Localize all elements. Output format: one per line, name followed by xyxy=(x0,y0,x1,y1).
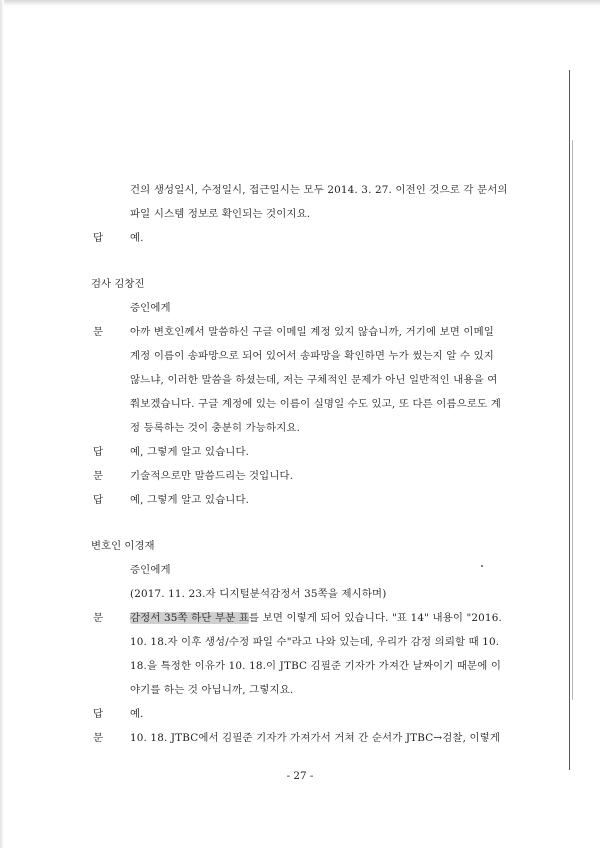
scan-shadow-left xyxy=(0,0,4,848)
question-text: 기술적으로만 말씀드리는 것입니다. xyxy=(130,470,294,482)
question-text-line: 정 등록하는 것이 충분히 가능하지요. xyxy=(130,422,301,434)
question-text-line: 계정 이름이 송파망으로 되어 있어서 송파망을 확인하면 누가 썼는지 알 수 있지 xyxy=(130,350,494,362)
answer-marker: 답 xyxy=(93,494,104,506)
question-marker: 문 xyxy=(93,326,104,338)
question-text-line: 쭤보겠습니다. 구글 계정에 있는 이름이 실명일 수도 있고, 또 다른 이름으로도 계 xyxy=(130,398,501,410)
answer-marker: 답 xyxy=(93,708,104,720)
question-text-line: 아까 변호인께서 말씀하신 구글 이메일 계정 있지 않습니까, 거기에 보면 이메일 xyxy=(130,326,494,338)
question-text-line: 야기를 하는 것 아닙니까, 그렇지요. xyxy=(130,684,294,696)
question-text: 10. 18. JTBC에서 김필준 기자가 가져가서 거쳐 간 순서가 JTBC→검찰, 이렇게 xyxy=(130,732,501,744)
answer-text: 예, 그렇게 알고 있습니다. xyxy=(130,446,250,458)
answer-text: 예. xyxy=(130,708,144,720)
question-marker: 문 xyxy=(93,470,104,482)
section-heading-defense: 변호인 이경재 xyxy=(91,540,155,552)
answer-marker: 답 xyxy=(93,232,104,244)
scan-speck xyxy=(481,565,483,567)
question-text-line: 18.을 특정한 이유가 10. 18.이 JTBC 김필준 기자가 가져간 날짜이기 때문에 이 xyxy=(130,660,502,672)
addressee-line: 증인에게 xyxy=(130,302,171,314)
page-number: - 27 - xyxy=(286,770,314,782)
question-text-line xyxy=(130,612,502,625)
question-marker: 문 xyxy=(93,612,104,624)
scan-shadow-top xyxy=(0,0,600,6)
highlighted-text: 감정서 35쪽 하단 부분 표 xyxy=(130,612,250,624)
binding-edge-shadow xyxy=(572,140,573,700)
exhibit-note: (2017. 11. 23.자 디지털분석감정서 35쪽을 제시하며) xyxy=(130,588,387,600)
paragraph-line: 건의 생성일시, 수정일시, 접근일시는 모두 2014. 3. 27. 이전인 것으로 각 문서의 xyxy=(130,184,508,196)
section-heading-prosecutor: 검사 김창진 xyxy=(91,278,145,290)
binding-edge-line xyxy=(569,70,570,770)
question-text-line: 10. 18.자 이후 생성/수정 파일 수"라고 나와 있는데, 우리가 감정 의뢰할 때 10. xyxy=(130,636,500,648)
answer-text: 예, 그렇게 알고 있습니다. xyxy=(130,494,250,506)
paragraph-line: 파일 시스템 정보로 확인되는 것이지요. xyxy=(130,208,311,220)
answer-marker: 답 xyxy=(93,446,104,458)
question-marker: 문 xyxy=(93,732,104,744)
question-text-line: 않느냐, 이러한 말씀을 하셨는데, 저는 구체적인 문제가 아닌 일반적인 내용을 여 xyxy=(130,374,498,386)
addressee-line: 증인에게 xyxy=(130,564,171,576)
answer-text: 예. xyxy=(130,232,144,244)
question-text-rest: 를 보면 이렇게 되어 있습니다. "표 14" 내용이 "2016. xyxy=(249,612,502,624)
